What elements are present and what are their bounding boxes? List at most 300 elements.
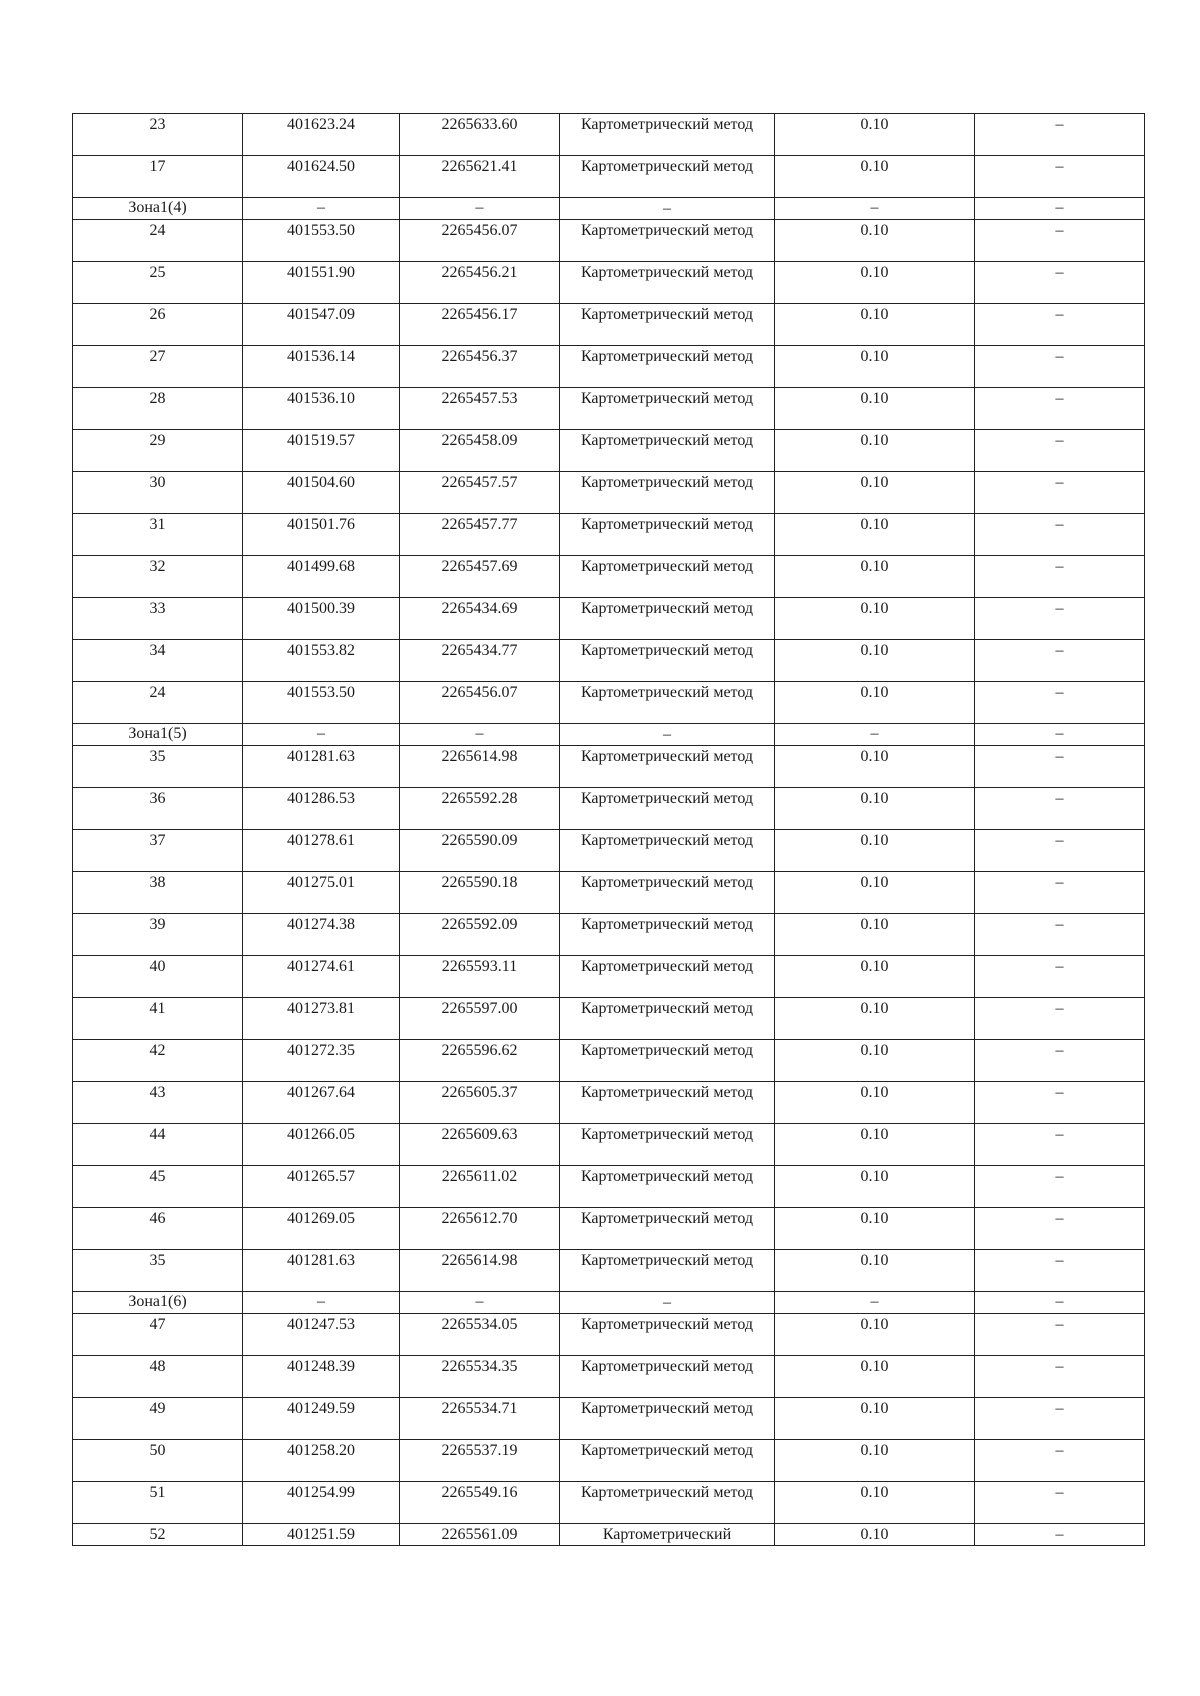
table-row (73, 830, 1145, 872)
x-coordinate-cell (243, 830, 400, 872)
x-coordinate-cell (243, 304, 400, 346)
y-coordinate-text: 2265456.07 (441, 222, 518, 239)
description-cell (975, 746, 1145, 788)
zone-header-row (73, 1292, 1145, 1314)
method-cell (560, 556, 775, 598)
y-coordinate-text: 2265609.63 (441, 1126, 518, 1143)
y-coordinate-cell (400, 220, 560, 262)
description-text: – (1055, 116, 1064, 133)
description-text: – (1055, 1042, 1064, 1059)
method-cell (560, 682, 775, 724)
description-cell (975, 640, 1145, 682)
accuracy-cell (775, 1250, 975, 1292)
x-coordinate-cell (243, 1250, 400, 1292)
x-coordinate-cell (243, 1314, 400, 1356)
table-row (73, 514, 1145, 556)
method-text: Картометрический метод (580, 516, 754, 533)
description-text: – (1055, 1400, 1064, 1417)
description-text: – (1055, 558, 1064, 575)
x-coordinate-text: 401269.05 (287, 1210, 355, 1227)
x-coordinate-text: 401500.39 (287, 600, 355, 617)
description-text: – (1055, 958, 1064, 975)
point-number-cell (73, 156, 243, 198)
table-row (73, 556, 1145, 598)
accuracy-text: 0.10 (860, 958, 889, 975)
y-coordinate-cell (400, 640, 560, 682)
method-cell (560, 514, 775, 556)
description-cell (975, 956, 1145, 998)
method-cell (560, 198, 775, 220)
accuracy-text: 0.10 (860, 600, 889, 617)
description-text: – (1055, 222, 1064, 239)
accuracy-text: 0.10 (860, 1484, 889, 1501)
accuracy-cell (775, 1482, 975, 1524)
x-coordinate-text: – (317, 1293, 325, 1310)
x-coordinate-text: 401249.59 (287, 1400, 355, 1417)
description-cell (975, 872, 1145, 914)
method-cell (560, 388, 775, 430)
table-row (73, 220, 1145, 262)
x-coordinate-text: 401553.82 (287, 642, 355, 659)
y-coordinate-text: 2265434.69 (441, 600, 518, 617)
point-number-text: 40 (149, 958, 166, 975)
y-coordinate-cell (400, 1040, 560, 1082)
description-text: – (1055, 748, 1064, 765)
point-number-cell (73, 556, 243, 598)
x-coordinate-cell (243, 956, 400, 998)
accuracy-cell (775, 830, 975, 872)
accuracy-text: 0.10 (860, 642, 889, 659)
y-coordinate-text: – (475, 1293, 484, 1310)
description-cell (975, 1314, 1145, 1356)
accuracy-cell (775, 724, 975, 746)
accuracy-text: 0.10 (860, 874, 889, 891)
x-coordinate-text: 401265.57 (287, 1168, 355, 1185)
point-number-text: 25 (149, 264, 166, 281)
y-coordinate-cell (400, 114, 560, 156)
point-number-text: Зона1(4) (128, 199, 187, 216)
accuracy-text: 0.10 (860, 516, 889, 533)
table-row (73, 388, 1145, 430)
method-cell (560, 220, 775, 262)
table-row (73, 156, 1145, 198)
point-number-text: 49 (149, 1400, 166, 1417)
description-text: – (1055, 1442, 1064, 1459)
method-cell (560, 1356, 775, 1398)
point-number-text: 35 (149, 1252, 166, 1269)
point-number-text: 32 (149, 558, 166, 575)
description-text: – (1055, 264, 1064, 281)
y-coordinate-cell (400, 1124, 560, 1166)
description-cell (975, 114, 1145, 156)
description-cell (975, 1082, 1145, 1124)
table-row (73, 1356, 1145, 1398)
accuracy-text: – (870, 1293, 879, 1310)
method-text: Картометрический метод (580, 348, 754, 365)
point-number-text: 26 (149, 306, 166, 323)
description-cell (975, 1482, 1145, 1524)
accuracy-text: 0.10 (860, 1442, 889, 1459)
y-coordinate-cell (400, 830, 560, 872)
accuracy-cell (775, 1398, 975, 1440)
method-cell (560, 830, 775, 872)
x-coordinate-text: 401254.99 (287, 1484, 355, 1501)
accuracy-text: 0.10 (860, 684, 889, 701)
x-coordinate-text: 401553.50 (287, 684, 355, 701)
y-coordinate-cell (400, 1482, 560, 1524)
method-cell (560, 1208, 775, 1250)
method-cell (560, 472, 775, 514)
point-number-cell (73, 514, 243, 556)
table-row (73, 872, 1145, 914)
point-number-cell (73, 1356, 243, 1398)
accuracy-text: 0.10 (860, 1400, 889, 1417)
accuracy-text: 0.10 (860, 832, 889, 849)
accuracy-text: 0.10 (860, 1084, 889, 1101)
accuracy-cell (775, 914, 975, 956)
point-number-cell (73, 430, 243, 472)
x-coordinate-text: – (317, 199, 325, 216)
accuracy-cell (775, 1124, 975, 1166)
accuracy-text: 0.10 (860, 1210, 889, 1227)
method-cell (560, 724, 775, 746)
table-row (73, 914, 1145, 956)
point-number-text: 28 (149, 390, 166, 407)
accuracy-cell (775, 304, 975, 346)
method-cell (560, 746, 775, 788)
x-coordinate-cell (243, 1208, 400, 1250)
point-number-text: 44 (149, 1126, 166, 1143)
table-row (73, 1124, 1145, 1166)
method-text: Картометрический метод (580, 306, 754, 323)
description-cell (975, 388, 1145, 430)
point-number-cell (73, 1082, 243, 1124)
description-cell (975, 556, 1145, 598)
description-text: – (1055, 1293, 1064, 1310)
method-text: Картометрический метод (580, 642, 754, 659)
description-cell (975, 514, 1145, 556)
x-coordinate-cell (243, 682, 400, 724)
point-number-cell (73, 746, 243, 788)
method-cell (560, 598, 775, 640)
accuracy-cell (775, 388, 975, 430)
x-coordinate-text: 401536.14 (287, 348, 355, 365)
point-number-cell (73, 220, 243, 262)
description-text: – (1055, 1210, 1064, 1227)
method-text: Картометрический метод (580, 1084, 754, 1101)
accuracy-cell (775, 640, 975, 682)
accuracy-text: 0.10 (860, 432, 889, 449)
y-coordinate-text: 2265561.09 (441, 1526, 518, 1543)
description-cell (975, 1356, 1145, 1398)
description-cell (975, 304, 1145, 346)
table-row (73, 788, 1145, 830)
description-cell (975, 430, 1145, 472)
point-number-text: 17 (149, 158, 166, 175)
y-coordinate-cell (400, 788, 560, 830)
method-cell (560, 156, 775, 198)
accuracy-cell (775, 472, 975, 514)
method-cell (560, 1250, 775, 1292)
x-coordinate-text: 401551.90 (287, 264, 355, 281)
x-coordinate-cell (243, 914, 400, 956)
point-number-cell (73, 998, 243, 1040)
y-coordinate-cell (400, 724, 560, 746)
x-coordinate-cell (243, 998, 400, 1040)
accuracy-cell (775, 956, 975, 998)
x-coordinate-cell (243, 198, 400, 220)
x-coordinate-cell (243, 1482, 400, 1524)
x-coordinate-cell (243, 430, 400, 472)
accuracy-text: – (870, 199, 879, 216)
point-number-cell (73, 1208, 243, 1250)
method-text: Картометрический метод (580, 1400, 754, 1417)
point-number-cell (73, 472, 243, 514)
point-number-cell (73, 830, 243, 872)
y-coordinate-text: 2265456.07 (441, 684, 518, 701)
method-text: Картометрический метод (580, 684, 754, 701)
y-coordinate-text: – (475, 725, 484, 742)
accuracy-text: 0.10 (860, 348, 889, 365)
x-coordinate-cell (243, 114, 400, 156)
description-cell (975, 346, 1145, 388)
method-text: Картометрический метод (580, 1126, 754, 1143)
y-coordinate-cell (400, 1314, 560, 1356)
point-number-text: 52 (149, 1526, 166, 1543)
description-cell (975, 198, 1145, 220)
x-coordinate-cell (243, 514, 400, 556)
description-cell (975, 598, 1145, 640)
y-coordinate-cell (400, 262, 560, 304)
y-coordinate-text: 2265614.98 (441, 1252, 518, 1269)
y-coordinate-cell (400, 388, 560, 430)
accuracy-text: 0.10 (860, 1316, 889, 1333)
y-coordinate-text: 2265456.17 (441, 306, 518, 323)
description-cell (975, 1292, 1145, 1314)
description-text: – (1055, 1316, 1064, 1333)
y-coordinate-text: 2265611.02 (441, 1168, 518, 1185)
method-cell (560, 1040, 775, 1082)
method-text: Картометрический метод (580, 916, 754, 933)
description-text: – (1055, 832, 1064, 849)
description-text: – (1055, 1168, 1064, 1185)
x-coordinate-cell (243, 262, 400, 304)
y-coordinate-cell (400, 682, 560, 724)
point-number-text: 41 (149, 1000, 166, 1017)
point-number-text: 35 (149, 748, 166, 765)
y-coordinate-text: 2265534.35 (441, 1358, 518, 1375)
method-text: Картометрический метод (580, 1316, 754, 1333)
x-coordinate-text: 401274.61 (287, 958, 355, 975)
table-row (73, 1398, 1145, 1440)
x-coordinate-text: 401519.57 (287, 432, 355, 449)
point-number-text: 48 (149, 1358, 166, 1375)
description-text: – (1055, 642, 1064, 659)
method-text: Картометрический метод (580, 1210, 754, 1227)
description-cell (975, 220, 1145, 262)
point-number-cell (73, 1524, 243, 1546)
y-coordinate-text: 2265592.28 (441, 790, 518, 807)
accuracy-cell (775, 1524, 975, 1546)
accuracy-cell (775, 598, 975, 640)
description-cell (975, 472, 1145, 514)
description-text: – (1055, 1126, 1064, 1143)
y-coordinate-text: 2265593.11 (441, 958, 518, 975)
description-text: – (1055, 1526, 1064, 1543)
table-row (73, 1208, 1145, 1250)
x-coordinate-cell (243, 1124, 400, 1166)
point-number-text: 38 (149, 874, 166, 891)
point-number-cell (73, 1166, 243, 1208)
x-coordinate-text: 401499.68 (287, 558, 355, 575)
description-cell (975, 1124, 1145, 1166)
x-coordinate-cell (243, 1524, 400, 1546)
y-coordinate-cell (400, 198, 560, 220)
table-row (73, 472, 1145, 514)
table-row (73, 430, 1145, 472)
y-coordinate-text: 2265457.69 (441, 558, 518, 575)
description-cell (975, 1250, 1145, 1292)
table-row (73, 640, 1145, 682)
x-coordinate-text: 401248.39 (287, 1358, 355, 1375)
table-row (73, 598, 1145, 640)
point-number-text: 50 (149, 1442, 166, 1459)
description-text: – (1055, 684, 1064, 701)
accuracy-cell (775, 198, 975, 220)
method-text: Картометрический метод (580, 1252, 754, 1269)
point-number-cell (73, 1124, 243, 1166)
accuracy-text: 0.10 (860, 1042, 889, 1059)
x-coordinate-text: 401274.38 (287, 916, 355, 933)
accuracy-cell (775, 156, 975, 198)
description-cell (975, 998, 1145, 1040)
table-row (73, 1440, 1145, 1482)
y-coordinate-text: 2265457.77 (441, 516, 518, 533)
accuracy-cell (775, 1040, 975, 1082)
point-number-text: 51 (149, 1484, 166, 1501)
method-text: Картометрический метод (580, 600, 754, 617)
method-text: Картометрический метод (580, 158, 754, 175)
accuracy-text: 0.10 (860, 390, 889, 407)
description-text: – (1055, 1084, 1064, 1101)
description-text: – (1055, 390, 1064, 407)
x-coordinate-text: 401278.61 (287, 832, 355, 849)
accuracy-cell (775, 114, 975, 156)
y-coordinate-text: 2265633.60 (441, 116, 518, 133)
table-row (73, 1524, 1145, 1546)
y-coordinate-text: 2265434.77 (441, 642, 518, 659)
accuracy-text: 0.10 (860, 1168, 889, 1185)
accuracy-text: 0.10 (860, 1252, 889, 1269)
method-cell (560, 1482, 775, 1524)
x-coordinate-text: 401547.09 (287, 306, 355, 323)
y-coordinate-cell (400, 746, 560, 788)
y-coordinate-cell (400, 1292, 560, 1314)
point-number-cell (73, 198, 243, 220)
accuracy-text: 0.10 (860, 222, 889, 239)
point-number-text: Зона1(6) (128, 1293, 187, 1310)
method-text: Картометрический метод (580, 558, 754, 575)
x-coordinate-text: 401623.24 (287, 116, 355, 133)
description-text: – (1055, 874, 1064, 891)
point-number-text: 33 (149, 600, 166, 617)
description-text: – (1055, 474, 1064, 491)
y-coordinate-cell (400, 598, 560, 640)
method-text: Картометрический метод (580, 874, 754, 891)
y-coordinate-cell (400, 1398, 560, 1440)
accuracy-cell (775, 514, 975, 556)
method-text: Картометрический метод (580, 748, 754, 765)
method-text: Картометрический метод (580, 1484, 754, 1501)
y-coordinate-cell (400, 156, 560, 198)
y-coordinate-cell (400, 1250, 560, 1292)
method-text: Картометрический метод (580, 1000, 754, 1017)
table-row (73, 1314, 1145, 1356)
x-coordinate-cell (243, 598, 400, 640)
method-cell (560, 1082, 775, 1124)
point-number-text: 24 (149, 222, 166, 239)
y-coordinate-cell (400, 1166, 560, 1208)
table-row (73, 1250, 1145, 1292)
description-cell (975, 914, 1145, 956)
x-coordinate-cell (243, 1166, 400, 1208)
zone-header-row (73, 724, 1145, 746)
description-cell (975, 682, 1145, 724)
point-number-cell (73, 956, 243, 998)
point-number-text: 47 (149, 1316, 166, 1333)
point-number-cell (73, 262, 243, 304)
accuracy-cell (775, 1082, 975, 1124)
y-coordinate-cell (400, 1524, 560, 1546)
y-coordinate-text: 2265597.00 (441, 1000, 518, 1017)
table-row (73, 304, 1145, 346)
table-row (73, 114, 1145, 156)
description-cell (975, 724, 1145, 746)
y-coordinate-cell (400, 956, 560, 998)
table-row (73, 682, 1145, 724)
description-cell (975, 788, 1145, 830)
y-coordinate-cell (400, 304, 560, 346)
y-coordinate-cell (400, 1440, 560, 1482)
accuracy-cell (775, 1292, 975, 1314)
point-number-cell (73, 114, 243, 156)
accuracy-text: 0.10 (860, 306, 889, 323)
y-coordinate-cell (400, 872, 560, 914)
point-number-text: 30 (149, 474, 166, 491)
point-number-cell (73, 598, 243, 640)
method-cell (560, 788, 775, 830)
accuracy-cell (775, 262, 975, 304)
table-row (73, 1482, 1145, 1524)
description-cell (975, 1166, 1145, 1208)
y-coordinate-text: 2265621.41 (441, 158, 518, 175)
description-text: – (1055, 725, 1064, 742)
x-coordinate-text: 401286.53 (287, 790, 355, 807)
accuracy-text: 0.10 (860, 1358, 889, 1375)
point-number-cell (73, 1250, 243, 1292)
point-number-cell (73, 1292, 243, 1314)
x-coordinate-text: 401251.59 (287, 1526, 355, 1543)
x-coordinate-text: 401536.10 (287, 390, 355, 407)
y-coordinate-text: 2265549.16 (441, 1484, 518, 1501)
x-coordinate-cell (243, 1082, 400, 1124)
description-text: – (1055, 600, 1064, 617)
accuracy-cell (775, 1356, 975, 1398)
point-number-cell (73, 682, 243, 724)
accuracy-text: 0.10 (860, 1000, 889, 1017)
accuracy-text: 0.10 (860, 1526, 889, 1543)
x-coordinate-text: 401258.20 (287, 1442, 355, 1459)
